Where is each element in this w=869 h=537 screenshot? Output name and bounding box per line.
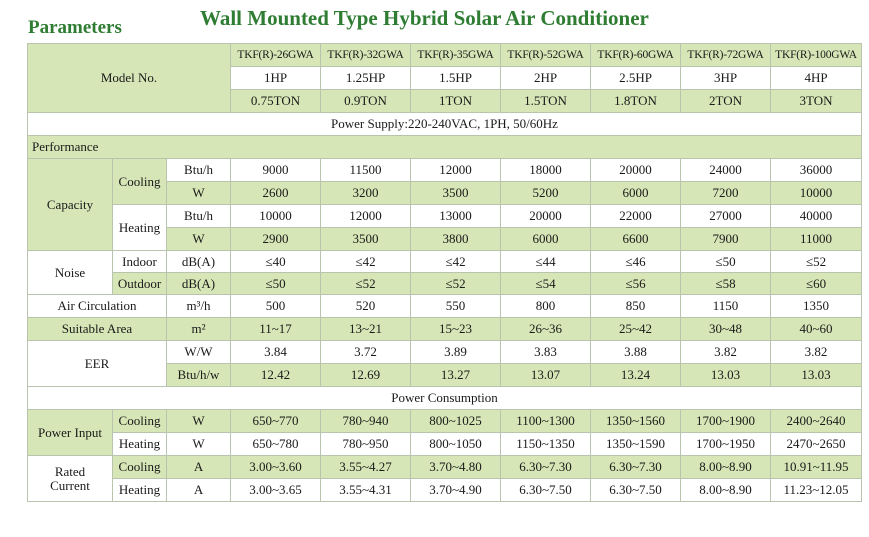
value-cell: 780~950 — [321, 433, 411, 456]
value-cell: 800 — [501, 295, 591, 318]
value-cell: 780~940 — [321, 410, 411, 433]
value-cell: 2TON — [681, 90, 771, 113]
spec-table — [27, 43, 862, 502]
value-cell: 650~770 — [231, 410, 321, 433]
value-cell: 3.84 — [231, 341, 321, 364]
value-cell: 3.55~4.31 — [321, 479, 411, 502]
capacity-heating-label: Heating — [113, 205, 167, 251]
value-cell: 6000 — [591, 182, 681, 205]
value-cell: 13.27 — [411, 364, 501, 387]
unit-cell: dB(A) — [167, 273, 231, 295]
value-cell: 3.83 — [501, 341, 591, 364]
value-cell: 10000 — [231, 205, 321, 228]
power-consumption-label: Power Consumption — [28, 387, 862, 410]
value-cell: 27000 — [681, 205, 771, 228]
value-cell: 40000 — [771, 205, 862, 228]
spec-table-body — [28, 44, 862, 502]
value-cell: 2600 — [231, 182, 321, 205]
value-cell: ≤40 — [231, 251, 321, 273]
power-supply-row — [28, 113, 862, 136]
value-cell: 1.5HP — [411, 67, 501, 90]
value-cell: 4HP — [771, 67, 862, 90]
eer-label: EER — [28, 341, 167, 387]
unit-cell: dB(A) — [167, 251, 231, 273]
value-cell: 6600 — [591, 228, 681, 251]
unit-cell: Btu/h — [167, 159, 231, 182]
value-cell: TKF(R)-32GWA — [321, 44, 411, 67]
value-cell: 1.5TON — [501, 90, 591, 113]
value-cell: 15~23 — [411, 318, 501, 341]
value-cell: ≤52 — [321, 273, 411, 295]
noise-label: Noise — [28, 251, 113, 295]
value-cell: 12.42 — [231, 364, 321, 387]
value-cell: 500 — [231, 295, 321, 318]
value-cell: 22000 — [591, 205, 681, 228]
suitable-area-row — [28, 318, 862, 341]
value-cell: 2HP — [501, 67, 591, 90]
capacity-label: Capacity — [28, 159, 113, 251]
air-circulation-row — [28, 295, 862, 318]
value-cell: 1350 — [771, 295, 862, 318]
value-cell: 1100~1300 — [501, 410, 591, 433]
value-cell: 13.03 — [681, 364, 771, 387]
value-cell: ≤60 — [771, 273, 862, 295]
rated-current-label — [28, 456, 113, 502]
unit-cell: m² — [167, 318, 231, 341]
performance-label: Performance — [28, 136, 862, 159]
capacity-heating-btu-row — [28, 205, 862, 228]
value-cell: 1.25HP — [321, 67, 411, 90]
value-cell: ≤52 — [771, 251, 862, 273]
value-cell: 13000 — [411, 205, 501, 228]
value-cell: 3800 — [411, 228, 501, 251]
eer-ww-row — [28, 341, 862, 364]
parameters-label: Parameters — [28, 17, 122, 38]
value-cell: TKF(R)-52GWA — [501, 44, 591, 67]
value-cell: 2900 — [231, 228, 321, 251]
value-cell: 11500 — [321, 159, 411, 182]
value-cell: 1150 — [681, 295, 771, 318]
value-cell: 1350~1560 — [591, 410, 681, 433]
value-cell: TKF(R)-60GWA — [591, 44, 681, 67]
value-cell: 6.30~7.30 — [501, 456, 591, 479]
value-cell: 550 — [411, 295, 501, 318]
value-cell: 0.75TON — [231, 90, 321, 113]
power-input-heating-row — [28, 433, 862, 456]
unit-cell: W — [167, 182, 231, 205]
capacity-cooling-label: Cooling — [113, 159, 167, 205]
value-cell: 1700~1950 — [681, 433, 771, 456]
value-cell: TKF(R)-35GWA — [411, 44, 501, 67]
value-cell: 850 — [591, 295, 681, 318]
value-cell: 6.30~7.50 — [501, 479, 591, 502]
value-cell: 3.82 — [771, 341, 862, 364]
power-input-label: Power Input — [28, 410, 113, 456]
power-input-heating-label: Heating — [113, 433, 167, 456]
noise-indoor-label: Indoor — [113, 251, 167, 273]
value-cell: 2.5HP — [591, 67, 681, 90]
value-cell: 3.89 — [411, 341, 501, 364]
noise-outdoor-label: Outdoor — [113, 273, 167, 295]
value-cell: 36000 — [771, 159, 862, 182]
power-supply: Power Supply:220-240VAC, 1PH, 50/60Hz — [28, 113, 862, 136]
power-input-cooling-row — [28, 410, 862, 433]
unit-cell: W — [167, 410, 231, 433]
value-cell: 26~36 — [501, 318, 591, 341]
unit-cell: W — [167, 228, 231, 251]
value-cell: 3HP — [681, 67, 771, 90]
value-cell: 3.00~3.65 — [231, 479, 321, 502]
value-cell: 3.82 — [681, 341, 771, 364]
value-cell: ≤46 — [591, 251, 681, 273]
unit-cell: A — [167, 456, 231, 479]
value-cell: 12000 — [321, 205, 411, 228]
power-input-cooling-label: Cooling — [113, 410, 167, 433]
value-cell: ≤42 — [411, 251, 501, 273]
value-cell: 3500 — [321, 228, 411, 251]
value-cell: 650~780 — [231, 433, 321, 456]
value-cell: ≤52 — [411, 273, 501, 295]
value-cell: TKF(R)-26GWA — [231, 44, 321, 67]
rated-current-cooling-label: Cooling — [113, 456, 167, 479]
value-cell: 20000 — [591, 159, 681, 182]
value-cell: 10000 — [771, 182, 862, 205]
power-consumption-row — [28, 387, 862, 410]
rated-current-cooling-row — [28, 456, 862, 479]
noise-outdoor-row — [28, 273, 862, 295]
value-cell: 2470~2650 — [771, 433, 862, 456]
value-cell: 6000 — [501, 228, 591, 251]
value-cell: 0.9TON — [321, 90, 411, 113]
value-cell: 11.23~12.05 — [771, 479, 862, 502]
value-cell: 3.70~4.90 — [411, 479, 501, 502]
unit-cell: Btu/h — [167, 205, 231, 228]
value-cell: 3200 — [321, 182, 411, 205]
value-cell: 800~1025 — [411, 410, 501, 433]
value-cell: ≤54 — [501, 273, 591, 295]
value-cell: 5200 — [501, 182, 591, 205]
value-cell: ≤50 — [231, 273, 321, 295]
value-cell: ≤58 — [681, 273, 771, 295]
model-code-row — [28, 44, 862, 67]
value-cell: 3.00~3.60 — [231, 456, 321, 479]
noise-indoor-row — [28, 251, 862, 273]
rated-current-label-line1: Rated — [54, 463, 86, 479]
rated-current-label-line2: Current — [50, 477, 90, 493]
value-cell: 13.03 — [771, 364, 862, 387]
value-cell: 1350~1590 — [591, 433, 681, 456]
value-cell: 8.00~8.90 — [681, 479, 771, 502]
unit-cell: m³/h — [167, 295, 231, 318]
value-cell: 1HP — [231, 67, 321, 90]
value-cell: ≤56 — [591, 273, 681, 295]
rated-current-heating-row — [28, 479, 862, 502]
value-cell: 11~17 — [231, 318, 321, 341]
capacity-cooling-btu-row — [28, 159, 862, 182]
unit-cell: W/W — [167, 341, 231, 364]
value-cell: 30~48 — [681, 318, 771, 341]
value-cell: 3.88 — [591, 341, 681, 364]
value-cell: ≤42 — [321, 251, 411, 273]
value-cell: 3.70~4.80 — [411, 456, 501, 479]
value-cell: 1TON — [411, 90, 501, 113]
value-cell: 3.55~4.27 — [321, 456, 411, 479]
value-cell: 24000 — [681, 159, 771, 182]
unit-cell: W — [167, 433, 231, 456]
value-cell: 7200 — [681, 182, 771, 205]
value-cell: TKF(R)-72GWA — [681, 44, 771, 67]
unit-cell: A — [167, 479, 231, 502]
model-label: Model No. — [28, 44, 231, 113]
suitable-area-label: Suitable Area — [28, 318, 167, 341]
value-cell: ≤44 — [501, 251, 591, 273]
page-title: Wall Mounted Type Hybrid Solar Air Conditioner — [200, 6, 649, 30]
value-cell: 7900 — [681, 228, 771, 251]
value-cell: 13.07 — [501, 364, 591, 387]
value-cell: 40~60 — [771, 318, 862, 341]
value-cell: 800~1050 — [411, 433, 501, 456]
rated-current-heating-label: Heating — [113, 479, 167, 502]
value-cell: 3500 — [411, 182, 501, 205]
value-cell: 11000 — [771, 228, 862, 251]
value-cell: TKF(R)-100GWA — [771, 44, 862, 67]
performance-row — [28, 136, 862, 159]
value-cell: 25~42 — [591, 318, 681, 341]
value-cell: 1700~1900 — [681, 410, 771, 433]
value-cell: 2400~2640 — [771, 410, 862, 433]
value-cell: 20000 — [501, 205, 591, 228]
value-cell: 12.69 — [321, 364, 411, 387]
value-cell: 520 — [321, 295, 411, 318]
value-cell: 18000 — [501, 159, 591, 182]
value-cell: 13~21 — [321, 318, 411, 341]
value-cell: 8.00~8.90 — [681, 456, 771, 479]
air-circulation-label: Air Circulation — [28, 295, 167, 318]
value-cell: 6.30~7.30 — [591, 456, 681, 479]
value-cell: 13.24 — [591, 364, 681, 387]
unit-cell: Btu/h/w — [167, 364, 231, 387]
value-cell: 3TON — [771, 90, 862, 113]
value-cell: 1150~1350 — [501, 433, 591, 456]
value-cell: 6.30~7.50 — [591, 479, 681, 502]
value-cell: 12000 — [411, 159, 501, 182]
value-cell: 10.91~11.95 — [771, 456, 862, 479]
value-cell: 3.72 — [321, 341, 411, 364]
value-cell: ≤50 — [681, 251, 771, 273]
value-cell: 1.8TON — [591, 90, 681, 113]
value-cell: 9000 — [231, 159, 321, 182]
